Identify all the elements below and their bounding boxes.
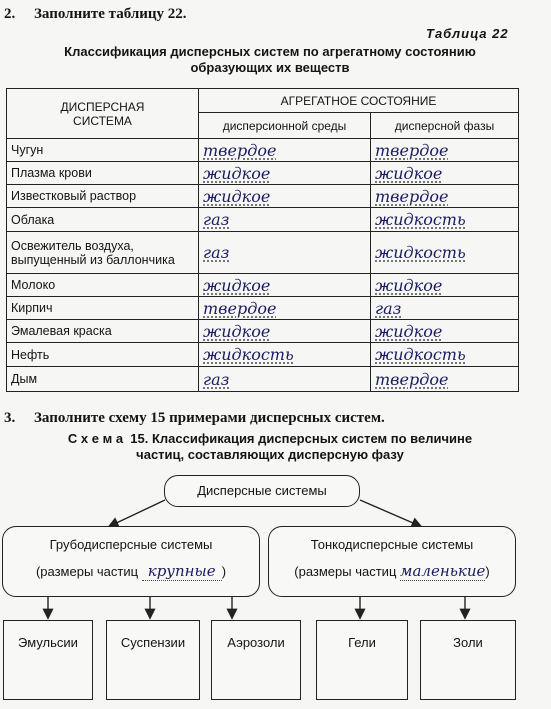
row-name: Дым [7, 367, 199, 392]
coarse-size-blank [142, 562, 222, 581]
row-medium: газ [199, 208, 371, 232]
row-name: Освежитель воздуха, выпущенный из баллончика [7, 232, 199, 274]
leaf-box: Аэрозоли [211, 620, 301, 700]
row-medium: газ [199, 232, 371, 274]
row-medium: газ [199, 367, 371, 392]
row-medium: жидкое [199, 162, 371, 185]
row-phase: жидкость [371, 232, 519, 274]
coarse-size-suffix: ) [221, 564, 227, 579]
row-name: Нефть [7, 343, 199, 367]
row-phase: жидкость [371, 343, 519, 367]
header-medium: дисперсионной среды [199, 113, 371, 139]
task-2-text: Заполните таблицу 22. [34, 6, 187, 22]
fine-title: Тонкодисперсные системы [310, 537, 474, 552]
coarse-title: Грубодисперсные системы [49, 537, 213, 552]
coarse-size-value: крупные [147, 562, 216, 580]
fine-size-suffix: ) [485, 564, 490, 579]
fine-size-line [269, 562, 515, 581]
row-name: Кирпич [7, 297, 199, 320]
table-caption-line-2: образующих их веществ [190, 60, 350, 75]
header-state: АГРЕГАТНОЕ СОСТОЯНИЕ [199, 89, 519, 113]
row-phase: твердое [371, 185, 519, 208]
row-medium: твердое [199, 139, 371, 162]
scheme-label: С х е м а 15. [67, 431, 149, 446]
row-name: Облака [7, 208, 199, 232]
row-name: Эмалевая краска [7, 320, 199, 343]
row-name: Молоко [7, 274, 199, 297]
fine-size-value: маленькие [400, 562, 486, 580]
scheme-caption-line-2: частиц, составляющих дисперсную фазу [136, 447, 404, 462]
coarse-box [2, 526, 260, 597]
task-2-number: 2. [4, 6, 16, 22]
task-3-number: 3. [4, 410, 16, 426]
table-label: Таблица 22 [426, 26, 509, 41]
row-medium: жидкость [199, 343, 371, 367]
row-phase: жидкое [371, 274, 519, 297]
row-phase: жидкое [371, 162, 519, 185]
header-phase: дисперсной фазы [371, 113, 519, 139]
row-medium: твердое [199, 297, 371, 320]
root-box: Дисперсные системы [164, 475, 360, 507]
row-medium: жидкое [199, 185, 371, 208]
row-phase: твердое [371, 367, 519, 392]
leaf-box: Золи [420, 620, 516, 700]
task-3-text: Заполните схему 15 примерами дисперсных систем. [34, 410, 385, 426]
row-phase: жидкое [371, 320, 519, 343]
row-name: Известковый раствор [7, 185, 199, 208]
leaf-box: Гели [316, 620, 408, 700]
fine-size-prefix: (размеры частиц [294, 564, 397, 579]
row-medium: жидкое [199, 274, 371, 297]
leaf-box: Эмульсии [3, 620, 93, 700]
fine-size-blank [400, 562, 485, 581]
row-medium: жидкое [199, 320, 371, 343]
fine-box [268, 526, 516, 597]
row-name: Плазма крови [7, 162, 199, 185]
scheme-caption-text: Классификация дисперсных систем по величине [151, 431, 473, 446]
coarse-size-prefix: (размеры частиц [35, 564, 139, 579]
row-phase: газ [371, 297, 519, 320]
header-system-text: ДИСПЕРСНАЯ СИСТЕМА [60, 99, 145, 128]
row-phase: твердое [371, 139, 519, 162]
leaf-box: Суспензии [106, 620, 200, 700]
coarse-size-line [3, 562, 259, 581]
row-phase: жидкость [371, 208, 519, 232]
table-caption-line-1: Классификация дисперсных систем по агрегатному состоянию [64, 44, 476, 59]
row-name: Чугун [7, 139, 199, 162]
